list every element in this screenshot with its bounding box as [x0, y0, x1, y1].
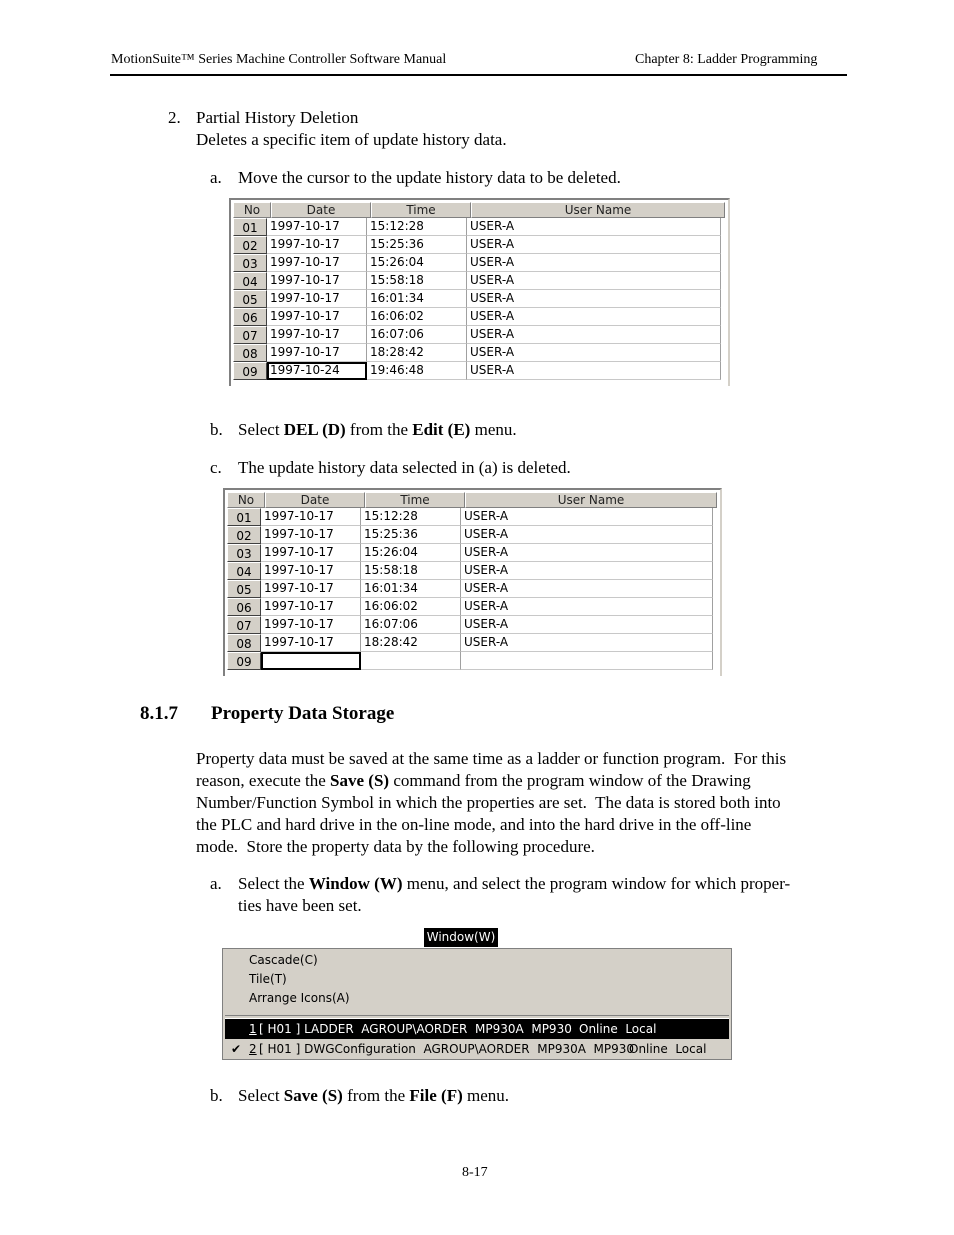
menu-item-window-2[interactable] — [225, 1039, 729, 1059]
date-cell[interactable]: 1997-10-17 — [267, 218, 367, 236]
row-number[interactable]: 07 — [227, 616, 261, 634]
table-row[interactable] — [233, 290, 721, 308]
table-row[interactable] — [233, 254, 721, 272]
step-text: Move the cursor to the update history data to be deleted. — [238, 168, 621, 187]
header-date[interactable]: Date — [265, 492, 365, 508]
row-number[interactable]: 06 — [227, 598, 261, 616]
date-cell[interactable]: 1997-10-17 — [261, 508, 361, 526]
row-number[interactable]: 09 — [233, 362, 267, 380]
time-cell[interactable]: 15:26:04 — [367, 254, 467, 272]
user-name-cell[interactable]: USER-A — [461, 562, 713, 580]
row-number[interactable]: 01 — [233, 218, 267, 236]
grid-header-row — [233, 202, 725, 218]
time-cell[interactable]: 18:28:42 — [361, 634, 461, 652]
row-number[interactable]: 02 — [227, 526, 261, 544]
step-text: Select the Window (W) menu, and select the program window for which proper- ties have been set. — [238, 874, 791, 915]
body-paragraph: Property data must be saved at the same time as a ladder or function program. For this reason, execute the Save (S) command from the program window of the Drawing Number/Function Symbol in which the properties are set. The data is stored both into the PLC and hard drive in the on-line mode, and into the hard drive in the off-line mode. Store the property data by the following procedure. — [196, 749, 787, 856]
window-name: [ H01 ] DWGConfiguration AGROUP\AORDER MP930A MP930 — [259, 1042, 635, 1056]
time-cell[interactable]: 15:12:28 — [367, 218, 467, 236]
time-cell[interactable]: 15:25:36 — [367, 236, 467, 254]
time-cell[interactable]: 15:58:18 — [367, 272, 467, 290]
user-name-cell[interactable]: USER-A — [467, 326, 721, 344]
item-description: Deletes a specific item of update history data. — [196, 130, 507, 149]
section-number: 8.1.7 — [140, 703, 178, 724]
table-row[interactable] — [227, 544, 713, 562]
user-name-cell[interactable]: USER-A — [467, 344, 721, 362]
step-letter: b. — [210, 1086, 223, 1105]
time-cell[interactable]: 19:46:48 — [367, 362, 467, 380]
time-cell[interactable]: 16:07:06 — [367, 326, 467, 344]
user-name-cell[interactable]: USER-A — [467, 236, 721, 254]
table-row[interactable] — [227, 580, 713, 598]
table-row[interactable] — [233, 308, 721, 326]
time-cell[interactable]: 15:12:28 — [361, 508, 461, 526]
window-name: [ H01 ] LADDER AGROUP\AORDER MP930A MP930 — [259, 1022, 572, 1036]
step-letter: a. — [210, 874, 222, 893]
date-cell[interactable]: 1997-10-17 — [267, 236, 367, 254]
step-letter: c. — [210, 458, 222, 477]
header-date[interactable]: Date — [271, 202, 371, 218]
window-menu-dropdown — [222, 948, 732, 1060]
grid-header-row — [227, 492, 717, 508]
item-number: 2. — [168, 108, 181, 127]
date-cell[interactable]: 1997-10-17 — [267, 344, 367, 362]
running-header-chapter: Chapter 8: Ladder Programming — [635, 52, 818, 67]
table-row[interactable] — [227, 526, 713, 544]
time-cell[interactable]: 16:07:06 — [361, 616, 461, 634]
table-row[interactable] — [233, 218, 721, 236]
time-cell[interactable]: 18:28:42 — [367, 344, 467, 362]
user-name-cell[interactable]: USER-A — [461, 634, 713, 652]
user-name-cell[interactable]: USER-A — [467, 362, 721, 380]
user-name-cell[interactable]: USER-A — [467, 272, 721, 290]
step-text: The update history data selected in (a) is deleted. — [238, 458, 571, 477]
date-cell[interactable]: 1997-10-17 — [261, 598, 361, 616]
date-cell[interactable]: 1997-10-17 — [261, 526, 361, 544]
header-no[interactable]: No — [227, 492, 265, 508]
user-name-cell[interactable]: USER-A — [467, 254, 721, 272]
row-number[interactable]: 09 — [227, 652, 261, 670]
row-number[interactable]: 04 — [227, 562, 261, 580]
window-number: 1 — [249, 1022, 257, 1036]
header-user-name[interactable]: User Name — [465, 492, 717, 508]
menu-item-tile[interactable]: Tile(T) — [249, 972, 287, 986]
date-cell[interactable]: 1997-10-17 — [261, 616, 361, 634]
menu-item-arrange-icons[interactable]: Arrange Icons(A) — [249, 991, 350, 1005]
time-cell[interactable]: 16:06:02 — [361, 598, 461, 616]
row-number[interactable]: 03 — [227, 544, 261, 562]
table-row[interactable] — [233, 344, 721, 362]
date-cell[interactable]: 1997-10-17 — [267, 254, 367, 272]
step-letter: b. — [210, 420, 223, 439]
date-cell[interactable]: 1997-10-17 — [261, 562, 361, 580]
row-number[interactable]: 01 — [227, 508, 261, 526]
table-row[interactable] — [227, 652, 713, 670]
date-cell[interactable] — [261, 652, 361, 670]
date-cell[interactable]: 1997-10-17 — [267, 308, 367, 326]
table-row[interactable] — [233, 236, 721, 254]
time-cell[interactable]: 16:01:34 — [367, 290, 467, 308]
time-cell[interactable]: 15:26:04 — [361, 544, 461, 562]
time-cell[interactable]: 16:01:34 — [361, 580, 461, 598]
date-cell[interactable]: 1997-10-17 — [267, 272, 367, 290]
time-cell[interactable]: 15:58:18 — [361, 562, 461, 580]
window-menu-title[interactable]: Window(W) — [424, 928, 498, 947]
table-row[interactable] — [227, 598, 713, 616]
row-number[interactable]: 08 — [227, 634, 261, 652]
user-name-cell[interactable]: USER-A — [461, 580, 713, 598]
row-number[interactable]: 05 — [227, 580, 261, 598]
header-user-name[interactable]: User Name — [471, 202, 725, 218]
step-letter: a. — [210, 168, 222, 187]
section-title: Property Data Storage — [211, 703, 395, 724]
user-name-cell[interactable]: USER-A — [467, 290, 721, 308]
table-row[interactable] — [233, 362, 721, 380]
row-number[interactable]: 03 — [233, 254, 267, 272]
time-cell[interactable]: 16:06:02 — [367, 308, 467, 326]
window-number: 2 — [249, 1042, 257, 1056]
user-name-cell[interactable]: USER-A — [467, 308, 721, 326]
window-status: Online Local — [579, 1022, 657, 1036]
date-cell[interactable]: 1997-10-17 — [261, 580, 361, 598]
table-row[interactable] — [233, 272, 721, 290]
date-cell[interactable]: 1997-10-17 — [267, 326, 367, 344]
header-rule — [110, 74, 847, 76]
date-cell[interactable]: 1997-10-24 — [267, 362, 367, 380]
date-cell[interactable]: 1997-10-17 — [267, 290, 367, 308]
date-cell[interactable]: 1997-10-17 — [261, 634, 361, 652]
user-name-cell[interactable]: USER-A — [461, 598, 713, 616]
time-cell[interactable]: 15:25:36 — [361, 526, 461, 544]
user-name-cell[interactable]: USER-A — [461, 616, 713, 634]
user-name-cell[interactable] — [461, 652, 713, 670]
user-name-cell[interactable]: USER-A — [461, 526, 713, 544]
window-status: Online Local — [629, 1042, 707, 1056]
row-number[interactable]: 04 — [233, 272, 267, 290]
time-cell[interactable] — [361, 652, 461, 670]
history-grid-after — [223, 488, 722, 676]
step-text: Select Save (S) from the File (F) menu. — [238, 1086, 510, 1105]
item-title: Partial History Deletion — [196, 108, 359, 127]
running-header-title: MotionSuite™ Series Machine Controller Software Manual — [111, 52, 447, 67]
table-row[interactable] — [227, 634, 713, 652]
table-row[interactable] — [227, 616, 713, 634]
page-number: 8-17 — [462, 1165, 488, 1180]
table-row[interactable] — [233, 326, 721, 344]
header-no[interactable]: No — [233, 202, 271, 218]
row-number[interactable]: 06 — [233, 308, 267, 326]
header-time[interactable]: Time — [371, 202, 471, 218]
history-grid-before — [229, 198, 730, 386]
row-number[interactable]: 02 — [233, 236, 267, 254]
table-row[interactable] — [227, 508, 713, 526]
check-icon: ✔ — [231, 1042, 242, 1056]
menu-item-cascade[interactable]: Cascade(C) — [249, 953, 318, 967]
row-number[interactable]: 08 — [233, 344, 267, 362]
user-name-cell[interactable]: USER-A — [461, 508, 713, 526]
header-time[interactable]: Time — [365, 492, 465, 508]
row-number[interactable]: 05 — [233, 290, 267, 308]
user-name-cell[interactable]: USER-A — [467, 218, 721, 236]
date-cell[interactable]: 1997-10-17 — [261, 544, 361, 562]
table-row[interactable] — [227, 562, 713, 580]
row-number[interactable]: 07 — [233, 326, 267, 344]
step-text: Select DEL (D) from the Edit (E) menu. — [238, 420, 517, 439]
user-name-cell[interactable]: USER-A — [461, 544, 713, 562]
menu-item-window-1[interactable] — [225, 1019, 729, 1039]
